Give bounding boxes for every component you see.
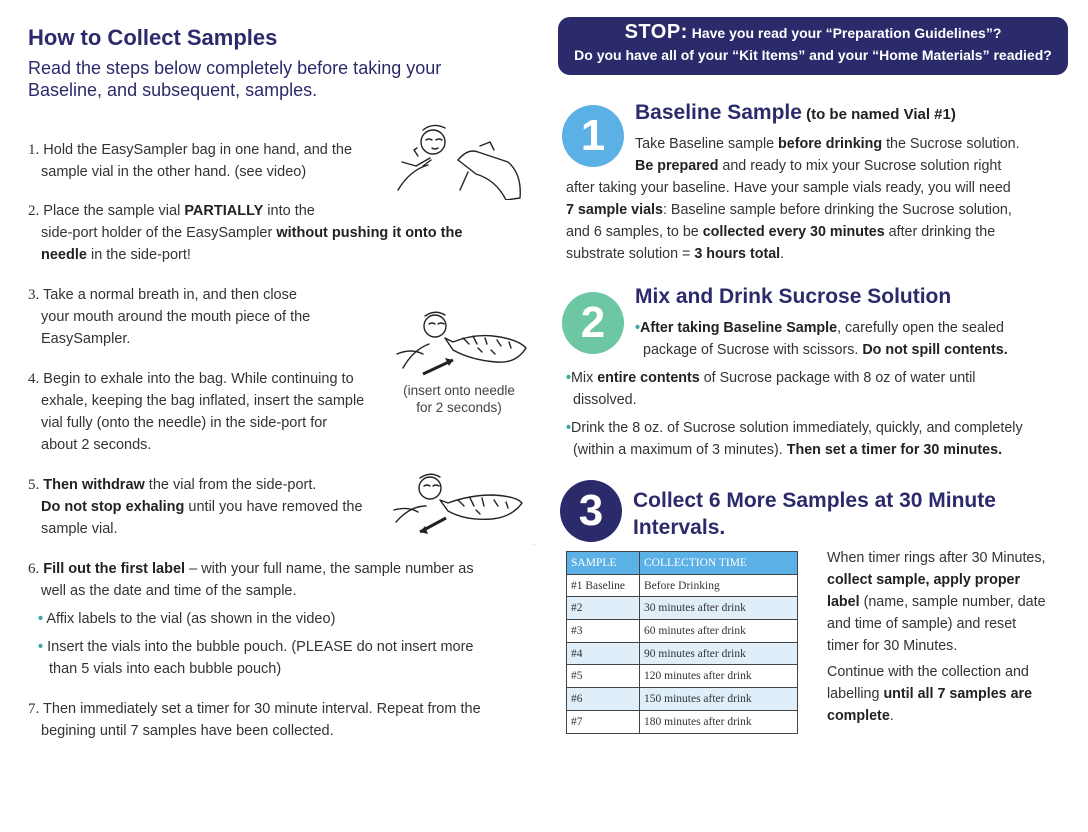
table-row (567, 665, 798, 688)
sec1-line-4 (566, 199, 1012, 221)
step-text: until you have removed the (184, 499, 363, 515)
sec2-bullet-1-cont (643, 339, 1008, 361)
table-header-row (567, 552, 798, 575)
table-header: SAMPLE (567, 552, 640, 575)
emphasis: label (827, 594, 860, 610)
step-text: sample vial. (41, 521, 118, 537)
withdraw-vial-illustration (390, 470, 525, 542)
sec1-line-3: after taking your baseline. Have your sample vials ready, you will need (566, 180, 1011, 196)
step-text: side-port holder of the EasySampler (41, 225, 277, 241)
step-emphasis: Fill out the first label (43, 561, 186, 577)
step-text: well as the date and time of the sample. (41, 583, 297, 599)
stop-banner (558, 17, 1068, 75)
emphasis: complete (827, 708, 890, 724)
bullet-affix-labels (38, 608, 335, 630)
sec1-line-2 (635, 155, 1001, 177)
table-cell: #1 Baseline (567, 574, 640, 597)
step-7 (28, 698, 481, 742)
text: When timer rings after 30 Minutes, (827, 550, 1046, 566)
left-subtitle: Read the steps below completely before taking your Baseline, and subsequent, samples. (28, 58, 442, 100)
table-cell: 30 minutes after drink (640, 597, 798, 620)
step-text: exhale, keeping the bag inflated, insert the sample (41, 393, 365, 409)
step-text: your mouth around the mouth piece of the (41, 309, 311, 325)
table-header: COLLECTION TIME (640, 552, 798, 575)
table-row (567, 688, 798, 711)
bullet-text: than 5 vials into each bubble pouch) (49, 661, 282, 677)
section-title-text: Baseline Sample (635, 101, 802, 124)
step-text: begining until 7 samples have been collected. (41, 723, 334, 739)
bullet-dot-icon: • (38, 611, 44, 627)
sec1-line-6 (566, 243, 784, 265)
table-cell: 150 minutes after drink (640, 688, 798, 711)
step-2 (28, 200, 462, 266)
step-2-circle: 2 (562, 292, 624, 354)
bullet-text: Affix labels to the vial (as shown in the video) (46, 611, 336, 627)
sec3-paragraph-2 (827, 661, 1077, 727)
step-text: into the (263, 203, 315, 219)
sec2-bullet-3-cont (573, 439, 1002, 461)
table-cell: #4 (567, 642, 640, 665)
table-cell: #5 (567, 665, 640, 688)
sec2-bullet-3 (566, 417, 1023, 439)
bullet-text: Insert the vials into the bubble pouch. (PLEASE do not insert more (47, 639, 474, 655)
section-title-line: Collect 6 More Samples at 30 Minute (633, 489, 996, 512)
table-cell: #2 (567, 597, 640, 620)
sample-schedule-table (566, 551, 798, 734)
text: labelling (827, 686, 884, 702)
text: : Baseline sample before drinking the Sucrose solution, (662, 202, 1012, 218)
step-emphasis: needle (41, 247, 87, 263)
step-number: 6. (28, 561, 40, 577)
step-text: Place the sample vial (43, 203, 185, 219)
step-number: 4. (28, 371, 40, 387)
emphasis: Do not spill contents. (862, 342, 1008, 358)
step-1 (28, 139, 352, 183)
text: and 6 samples, to be (566, 224, 703, 240)
text: Continue with the collection and (827, 664, 1029, 680)
step-number: 1. (28, 142, 40, 158)
step-number: 3. (28, 287, 40, 303)
stop-question-2: Do you have all of your “Kit Items” and your “Home Materials” readied? (574, 47, 1052, 63)
emphasis: before drinking (778, 136, 883, 152)
step-emphasis: Do not stop exhaling (41, 499, 185, 515)
table-cell: Before Drinking (640, 574, 798, 597)
text: timer for 30 Minutes. (827, 638, 958, 654)
step-emphasis: PARTIALLY (184, 203, 264, 219)
step-3 (28, 284, 310, 350)
table-row (567, 710, 798, 733)
text: of Sucrose package with 8 oz of water until (699, 370, 976, 386)
text: package of Sucrose with scissors. (643, 342, 863, 358)
stop-line-1 (558, 20, 1068, 45)
sec2-bullet-2-cont: dissolved. (573, 392, 637, 408)
bullet-dot-icon: • (566, 370, 572, 386)
text: . (780, 246, 785, 262)
sec3-paragraph-1 (827, 547, 1077, 657)
step-number: 5. (28, 477, 40, 493)
hold-bag-and-vial-illustration (388, 120, 523, 200)
step-text: in the side-port! (86, 247, 191, 263)
text: substrate solution = (566, 246, 695, 262)
step-text: the vial from the side-port. (144, 477, 317, 493)
text: after drinking the (884, 224, 996, 240)
step-emphasis: Then withdraw (43, 477, 145, 493)
divider-dot (534, 544, 535, 545)
step-text: EasySampler. (41, 331, 131, 347)
section-title-line: Intervals. (633, 516, 726, 539)
emphasis: entire contents (597, 370, 700, 386)
emphasis: collected every 30 minutes (702, 224, 885, 240)
step-4 (28, 368, 364, 456)
exhale-into-bag-illustration (393, 308, 528, 380)
stop-word: STOP: (624, 21, 688, 43)
collect-samples-title (633, 487, 996, 541)
caption-line: for 2 seconds) (416, 400, 502, 415)
step-number: 7. (28, 701, 40, 717)
sec1-line-1 (635, 133, 1020, 155)
emphasis: Be prepared (635, 158, 719, 174)
table-row (567, 597, 798, 620)
sec2-bullet-2 (566, 367, 975, 389)
table-cell: 60 minutes after drink (640, 620, 798, 643)
text: Take Baseline sample (635, 136, 779, 152)
text: the Sucrose solution. (882, 136, 1020, 152)
table-cell: 90 minutes after drink (640, 642, 798, 665)
sec2-bullet-1 (635, 317, 1004, 339)
step-number: 2. (28, 203, 40, 219)
text: and time of sample) and reset (827, 616, 1017, 632)
text: . (889, 708, 894, 724)
section-title-note: (to be named Vial #1) (801, 106, 956, 123)
step-text: Hold the EasySampler bag in one hand, and the (43, 142, 353, 158)
step-text: vial fully (onto the needle) in the side-port for (41, 415, 328, 431)
bullet-dot-icon: • (566, 420, 572, 436)
table-row (567, 574, 798, 597)
table-cell: #6 (567, 688, 640, 711)
table-row (567, 642, 798, 665)
table-cell: #7 (567, 710, 640, 733)
text: and ready to mix your Sucrose solution right (718, 158, 1002, 174)
emphasis: until all 7 samples are (883, 686, 1033, 702)
emphasis: 7 sample vials (566, 202, 663, 218)
text: , carefully open the sealed (837, 320, 1004, 336)
text: Mix (571, 370, 598, 386)
stop-question-1: Have you read your “Preparation Guidelines”? (687, 25, 1002, 41)
table-row (567, 620, 798, 643)
step-5 (28, 474, 363, 540)
step-text: Then immediately set a timer for 30 minute interval. Repeat from the (43, 701, 481, 717)
emphasis: collect sample, apply proper (827, 572, 1021, 588)
emphasis: Then set a timer for 30 minutes. (786, 442, 1003, 458)
table-cell: #3 (567, 620, 640, 643)
text: (within a maximum of 3 minutes). (573, 442, 787, 458)
baseline-sample-title (635, 101, 956, 125)
left-title: How to Collect Samples (28, 25, 278, 50)
text: Drink the 8 oz. of Sucrose solution immediately, quickly, and completely (571, 420, 1023, 436)
step-1-circle: 1 (562, 105, 624, 167)
step-text: sample vial in the other hand. (see video) (41, 164, 307, 180)
step-text: about 2 seconds. (41, 437, 152, 453)
step-3-circle: 3 (560, 480, 622, 542)
emphasis: 3 hours total (694, 246, 781, 262)
bullet-dot-icon: • (38, 639, 44, 655)
sec1-line-5 (566, 221, 995, 243)
step-emphasis: without pushing it onto the (276, 225, 463, 241)
step-text: Take a normal breath in, and then close (43, 287, 297, 303)
table-cell: 180 minutes after drink (640, 710, 798, 733)
bullet-bubble-pouch (38, 636, 474, 680)
bullet-dot-icon: • (635, 320, 641, 336)
emphasis: After taking Baseline Sample (640, 320, 838, 336)
text: (name, sample number, date (859, 594, 1046, 610)
step-text: – with your full name, the sample number as (185, 561, 474, 577)
step-6 (28, 558, 474, 602)
mix-drink-title: Mix and Drink Sucrose Solution (635, 285, 952, 308)
caption-line: (insert onto needle (403, 383, 515, 398)
step-text: Begin to exhale into the bag. While continuing to (43, 371, 354, 387)
table-cell: 120 minutes after drink (640, 665, 798, 688)
insert-needle-caption (396, 382, 522, 416)
